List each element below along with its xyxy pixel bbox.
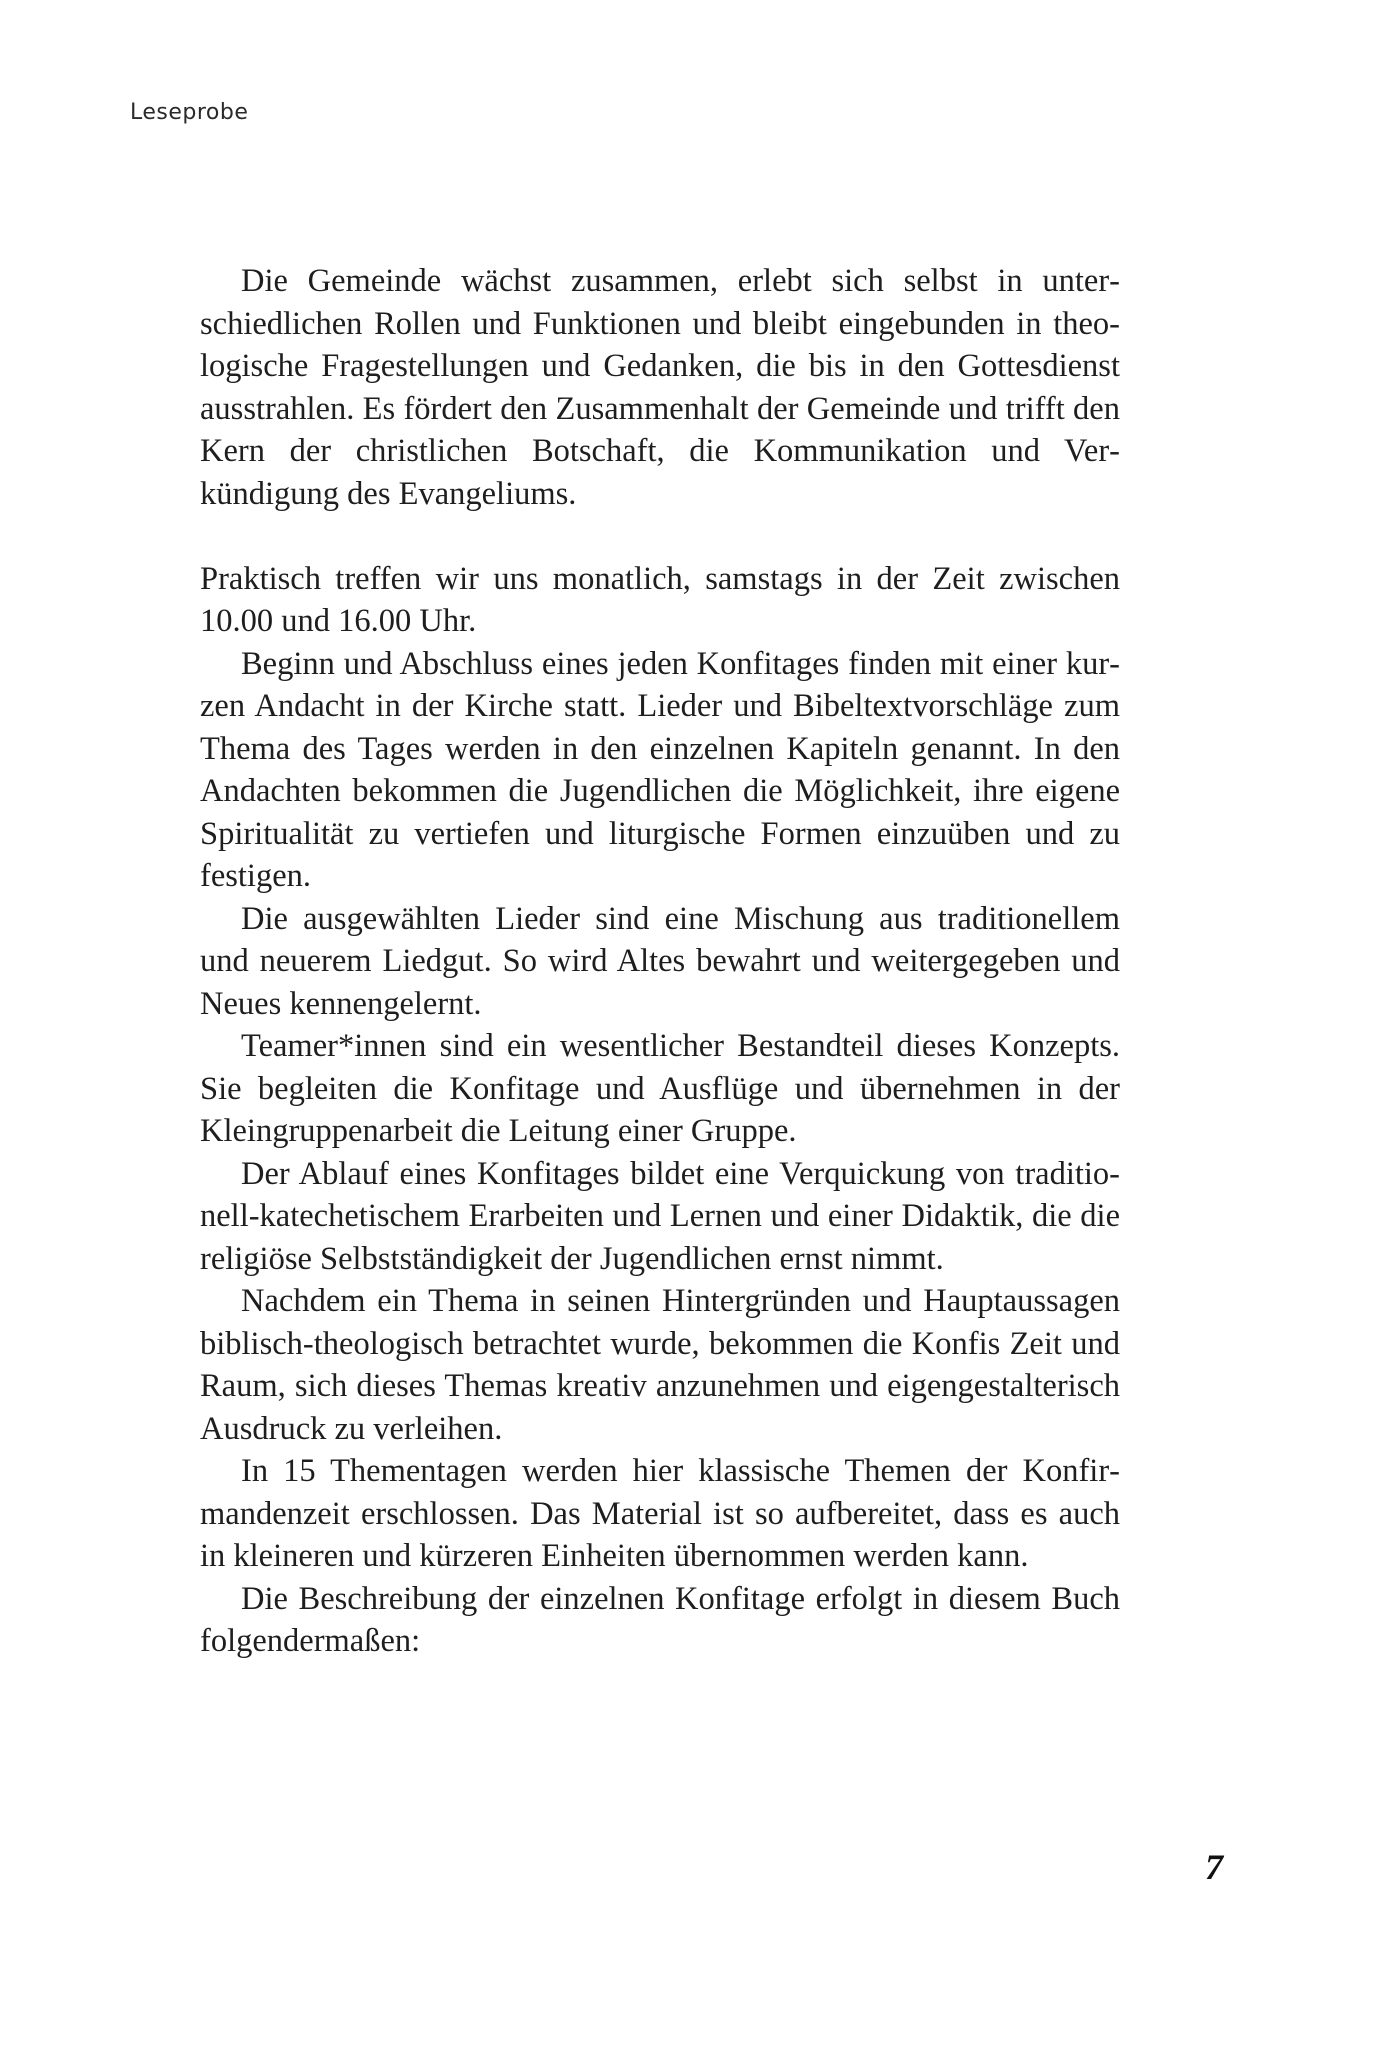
- paragraph: In 15 Thementagen werden hier klassische Themen der Konfirmandenzeit erschlossen. Das Material ist so aufbereitet, dass es auch in kleineren und kürzeren Einheiten übernommen werden kann.: [200, 1453, 1120, 1574]
- paragraph: Nachdem ein Thema in seinen Hintergründen und Hauptaussagen biblisch-theologisch betrachtet wurde, bekommen die Konfis Zeit und Raum, sich dieses Themas kreativ anzunehmen und eigengestalterisch Ausdruck zu verleihen.: [200, 1283, 1120, 1447]
- running-head: Leseprobe: [130, 100, 249, 125]
- paragraph: Beginn und Abschluss eines jeden Konfitages finden mit einer kurzen Andacht in der Kirche statt. Lieder und Bibeltextvorschläge zum Thema des Tages werden in den einzelnen Kapiteln genannt. In den Andachten bekommen die Jugendlichen die Möglichkeit, ihre eigene Spiritualität zu vertiefen und liturgische Formen einzuüben und zu festigen.: [200, 645, 1120, 894]
- paragraph: Teamer*innen sind ein wesentlicher Bestandteil dieses Konzepts. Sie begleiten die Konfitage und Ausflüge und übernehmen in der Kleingruppenarbeit die Leitung einer Gruppe.: [200, 1028, 1120, 1149]
- body-text: [200, 260, 1120, 1663]
- page-number: 7: [1205, 1847, 1223, 1887]
- paragraph: Praktisch treffen wir uns monatlich, samstags in der Zeit zwischen 10.00 und 16.00 Uhr.: [200, 560, 1120, 639]
- paragraph: Die Beschreibung der einzelnen Konfitage erfolgt in diesem Buch folgendermaßen:: [200, 1580, 1120, 1659]
- paragraph: Die Gemeinde wächst zusammen, erlebt sich selbst in unterschiedlichen Rollen und Funktionen und bleibt eingebunden in theologische Fragestellungen und Gedanken, die bis in den Gottesdienst ausstrahlen. Es fördert den Zusammenhalt der Gemeinde und trifft den Kern der christlichen Botschaft, die Kommunikation und Verkündigung des Evangeliums.: [200, 263, 1120, 512]
- paragraph: Der Ablauf eines Konfitages bildet eine Verquickung von traditionell-katechetischem Erarbeiten und Lernen und einer Didaktik, die die religiöse Selbstständigkeit der Jugendlichen ernst nimmt.: [200, 1155, 1120, 1277]
- paragraph: Die ausgewählten Lieder sind eine Mischung aus traditionellem und neuerem Liedgut. So wird Altes bewahrt und weitergegeben und Neues kennengelernt.: [200, 900, 1120, 1022]
